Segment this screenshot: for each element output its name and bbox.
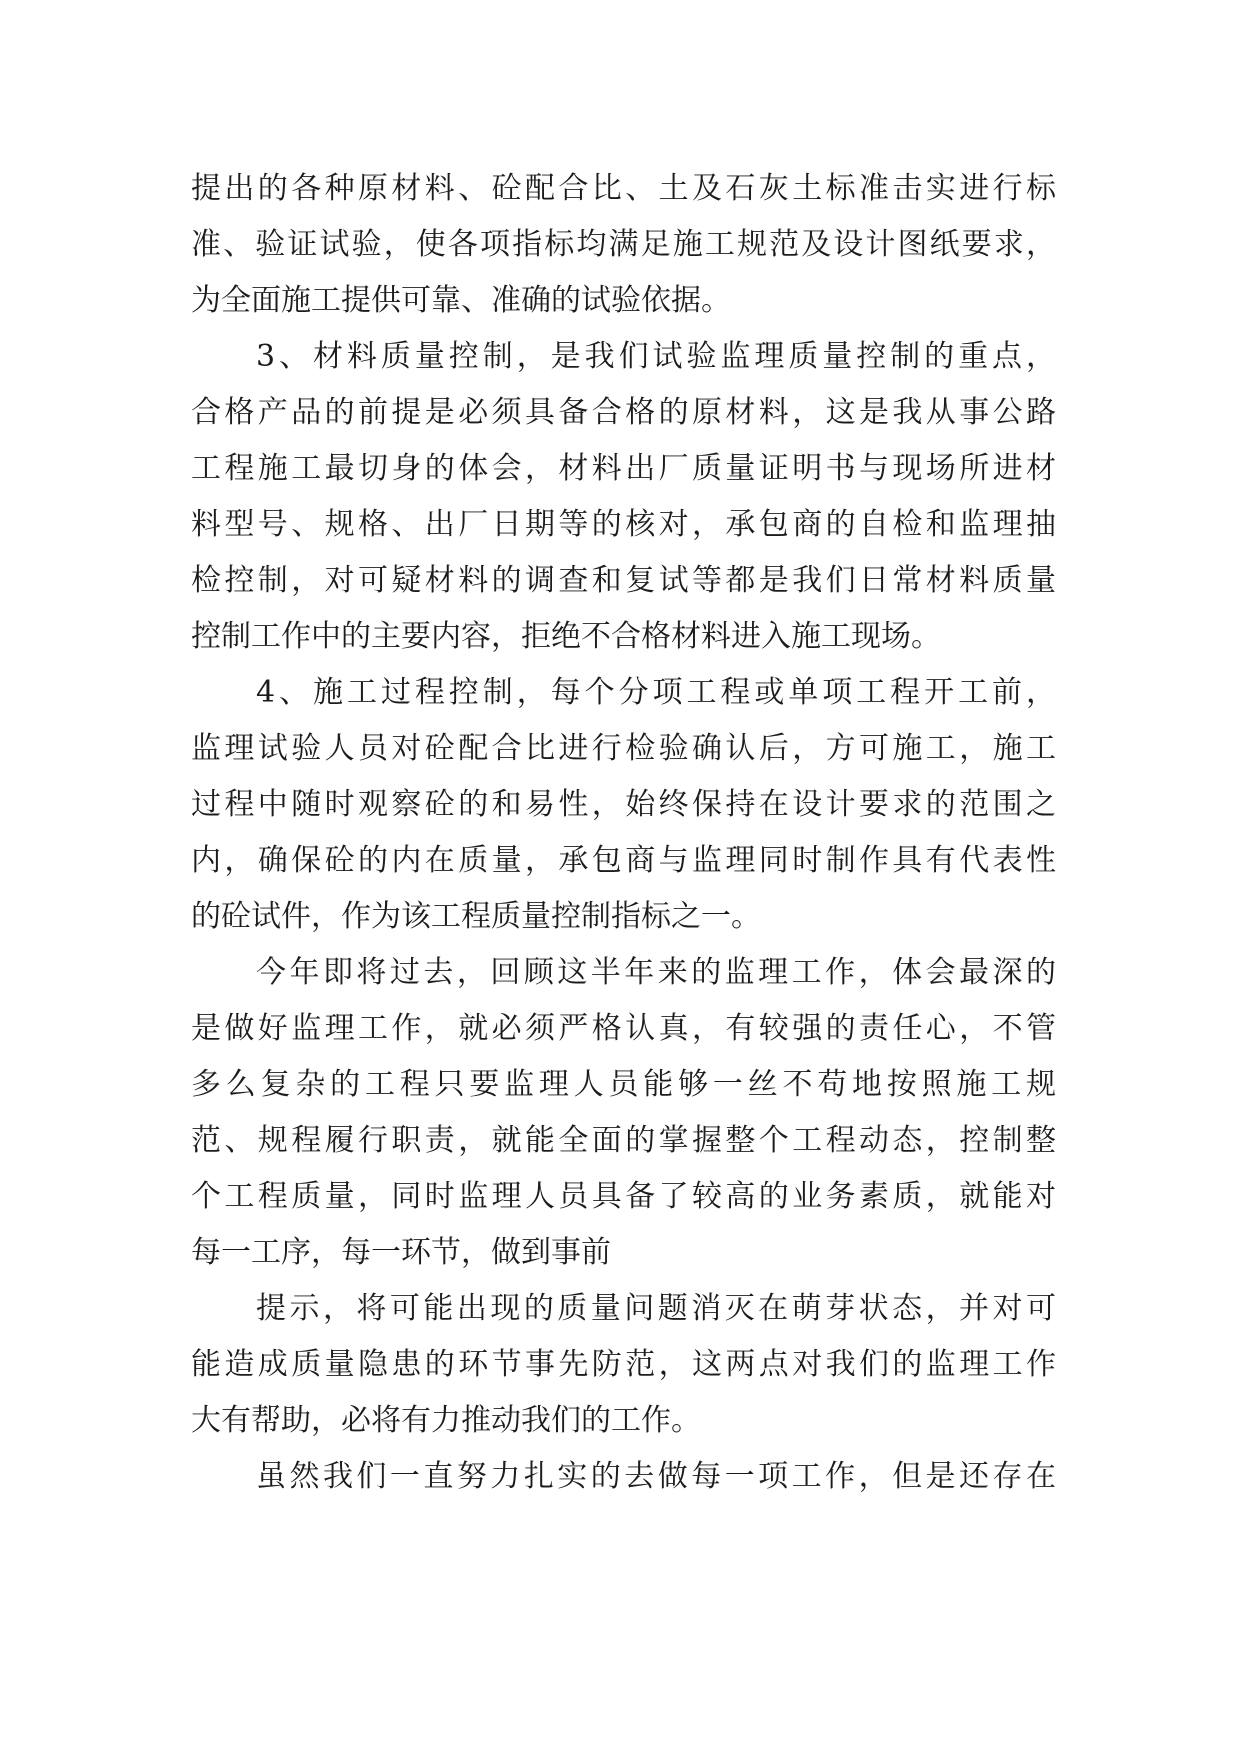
text-line: 大有帮助，必将有力推动我们的工作。 [191, 1403, 701, 1438]
text-line: 多么复杂的工程只要监理人员能够一丝不苟地按照施工规 [191, 1067, 1056, 1102]
text-line: 准、验证试验，使各项指标均满足施工规范及设计图纸要求， [191, 227, 1056, 262]
text-line: 范、规程履行职责，就能全面的掌握整个工程动态，控制整 [191, 1123, 1056, 1158]
paragraph-start-line: 虽然我们一直努力扎实的去做每一项工作，但是还存在 [256, 1459, 1056, 1494]
text-line: 提出的各种原材料、砼配合比、土及石灰土标准击实进行标 [191, 171, 1056, 206]
paragraph-start-line: 提示，将可能出现的质量问题消灭在萌芽状态，并对可 [256, 1291, 1056, 1326]
paragraph-start-line: 4、施工过程控制，每个分项工程或单项工程开工前， [256, 675, 1056, 710]
text-line: 每一工序，每一环节，做到事前 [191, 1235, 611, 1270]
text-line: 合格产品的前提是必须具备合格的原材料，这是我从事公路 [191, 395, 1056, 430]
text-line: 的砼试件，作为该工程质量控制指标之一。 [191, 899, 761, 934]
text-line: 个工程质量，同时监理人员具备了较高的业务素质，就能对 [191, 1179, 1056, 1214]
text-line: 为全面施工提供可靠、准确的试验依据。 [191, 283, 731, 318]
text-line: 内，确保砼的内在质量，承包商与监理同时制作具有代表性 [191, 843, 1056, 878]
text-line: 是做好监理工作，就必须严格认真，有较强的责任心，不管 [191, 1011, 1056, 1046]
text-line: 料型号、规格、出厂日期等的核对，承包商的自检和监理抽 [191, 507, 1056, 542]
paragraph-start-line: 3、材料质量控制，是我们试验监理质量控制的重点， [256, 339, 1056, 374]
paragraph-start-line: 今年即将过去，回顾这半年来的监理工作，体会最深的 [256, 955, 1056, 990]
text-line: 能造成质量隐患的环节事先防范，这两点对我们的监理工作 [191, 1347, 1056, 1382]
text-line: 过程中随时观察砼的和易性，始终保持在设计要求的范围之 [191, 787, 1056, 822]
text-line: 检控制，对可疑材料的调查和复试等都是我们日常材料质量 [191, 563, 1056, 598]
text-line: 工程施工最切身的体会，材料出厂质量证明书与现场所进材 [191, 451, 1056, 486]
text-line: 监理试验人员对砼配合比进行检验确认后，方可施工，施工 [191, 731, 1056, 766]
text-line: 控制工作中的主要内容，拒绝不合格材料进入施工现场。 [191, 619, 941, 654]
